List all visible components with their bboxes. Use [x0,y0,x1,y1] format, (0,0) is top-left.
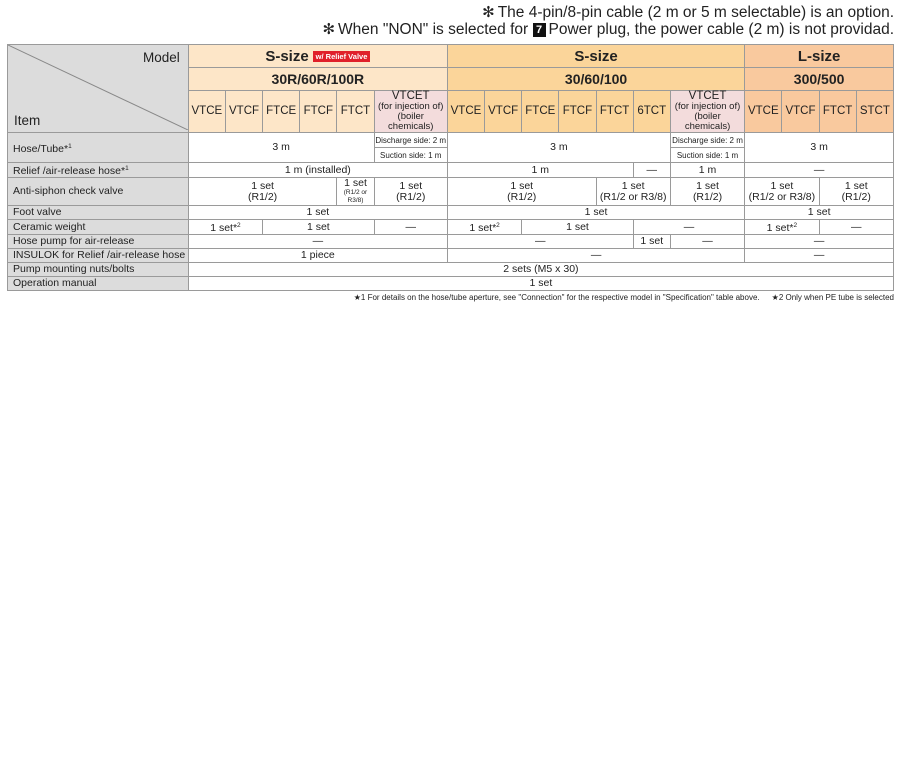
model-col: VTCF [782,91,819,133]
model-col: FTCT [819,91,856,133]
table-cell: 1 set (R1/2 or R3/8) [596,178,670,206]
table-cell: — [633,220,745,235]
table-cell: Suction side: 1 m [670,148,744,163]
model-col: VTCF [225,91,262,133]
model-col: VTCE [188,91,225,133]
table-cell: 1 set [188,206,447,220]
table-cell: — [447,235,633,249]
note-1: ✻ The 4-pin/8-pin cable (2 m or 5 m selectable) is an option. [482,4,894,21]
row-label-operation-manual: Operation manual [8,277,189,291]
table-cell: 1 set (R1/2) [447,178,596,206]
table-cell: — [447,249,744,263]
row-label-hose-pump: Hose pump for air-release [8,235,189,249]
model-col: VTCE [447,91,484,133]
asterisk-icon: ✻ [482,4,495,21]
group-3-size: L-size [745,45,894,68]
row-label-ceramic-weight: Ceramic weight [8,220,189,235]
table-cell: 1 m [447,163,633,178]
header-notes [322,4,894,38]
row-label-hose-tube: Hose/Tube*$^1$ [8,133,189,163]
table-cell: — [670,235,744,249]
table-cell: — [633,163,670,178]
table-cell: Suction side: 1 m [374,148,447,163]
footnote-2: ★2 Only when PE tube is selected [771,293,894,302]
model-col-vtcet: VTCET (for injection of) (boiler chemicals) [374,91,447,133]
table-cell: 3 m [745,133,894,163]
table-cell: 1 set*$^2$ [745,220,819,235]
model-col: FTCF [300,91,337,133]
table-cell: 1 set (R1/2 or R3/8) [745,178,819,206]
row-label-insulok: INSULOK for Relief /air-release hose [8,249,189,263]
table-cell: 3 m [447,133,670,163]
table-cell: — [745,249,894,263]
asterisk-icon: ✻ [322,21,336,38]
group-2-size: S-size [447,45,744,68]
model-col-vtcet: VTCET (for injection of) (boiler chemicals) [670,91,744,133]
table-cell: 1 m [670,163,744,178]
table-cell: 2 sets (M5 x 30) [188,263,893,277]
model-col: STCT [856,91,893,133]
table-cell: 1 set [633,235,670,249]
table-cell: 1 set [522,220,633,235]
table-cell: 3 m [188,133,374,163]
item-header: Item [14,113,41,128]
model-col: VTCE [745,91,782,133]
number-badge: 7 [533,23,546,37]
row-label-anti-siphon: Anti-siphon check valve [8,178,189,206]
table-cell: — [745,163,894,178]
table-cell: 1 set*$^2$ [188,220,262,235]
relief-valve-badge: w/ Relief Valve [313,51,371,62]
table-cell: 1 set (R1/2) [374,178,447,206]
row-label-foot-valve: Foot valve [8,206,189,220]
table-cell: 1 set (R1/2 or R3/8) [337,178,374,206]
group-3-models: 300/500 [745,68,894,91]
table-cell: 1 set [447,206,744,220]
model-header: Model [143,50,180,65]
table-cell: Discharge side: 2 m [670,133,744,148]
table-cell: 1 set [745,206,894,220]
footnotes [342,293,894,302]
row-label-relief-hose: Relief /air-release hose*$^1$ [8,163,189,178]
table-cell: 1 set [263,220,374,235]
table-cell: Discharge side: 2 m [374,133,447,148]
table-cell: — [819,220,893,235]
note-2: ✻ When "NON" is selected for 7 Power plug, the power cable (2 m) is not providad. [322,21,894,38]
table-cell: — [188,235,447,249]
table-cell: 1 piece [188,249,447,263]
table-cell: 1 set (R1/2) [188,178,337,206]
row-label-nuts-bolts: Pump mounting nuts/bolts [8,263,189,277]
group-1-size: S-size w/ Relief Valve [188,45,447,68]
table-corner-header [8,45,189,133]
group-2-models: 30/60/100 [447,68,744,91]
table-cell: 1 set (R1/2) [819,178,893,206]
model-col: 6TCT [633,91,670,133]
table-cell: 1 set*$^2$ [447,220,521,235]
model-col: FTCE [522,91,559,133]
table-cell: — [374,220,447,235]
model-col: FTCT [337,91,374,133]
model-col: VTCF [485,91,522,133]
table-cell: 1 set (R1/2) [670,178,744,206]
group-1-models: 30R/60R/100R [188,68,447,91]
footnote-1: ★1 For details on the hose/tube aperture, see "Connection" for the respective model in "Specification" table above. [353,293,760,302]
table-cell: — [745,235,894,249]
table-cell: 1 set [188,277,893,291]
accessories-table [7,44,894,291]
table-cell: 1 m (installed) [188,163,447,178]
model-col: FTCF [559,91,596,133]
model-col: FTCE [263,91,300,133]
model-col: FTCT [596,91,633,133]
